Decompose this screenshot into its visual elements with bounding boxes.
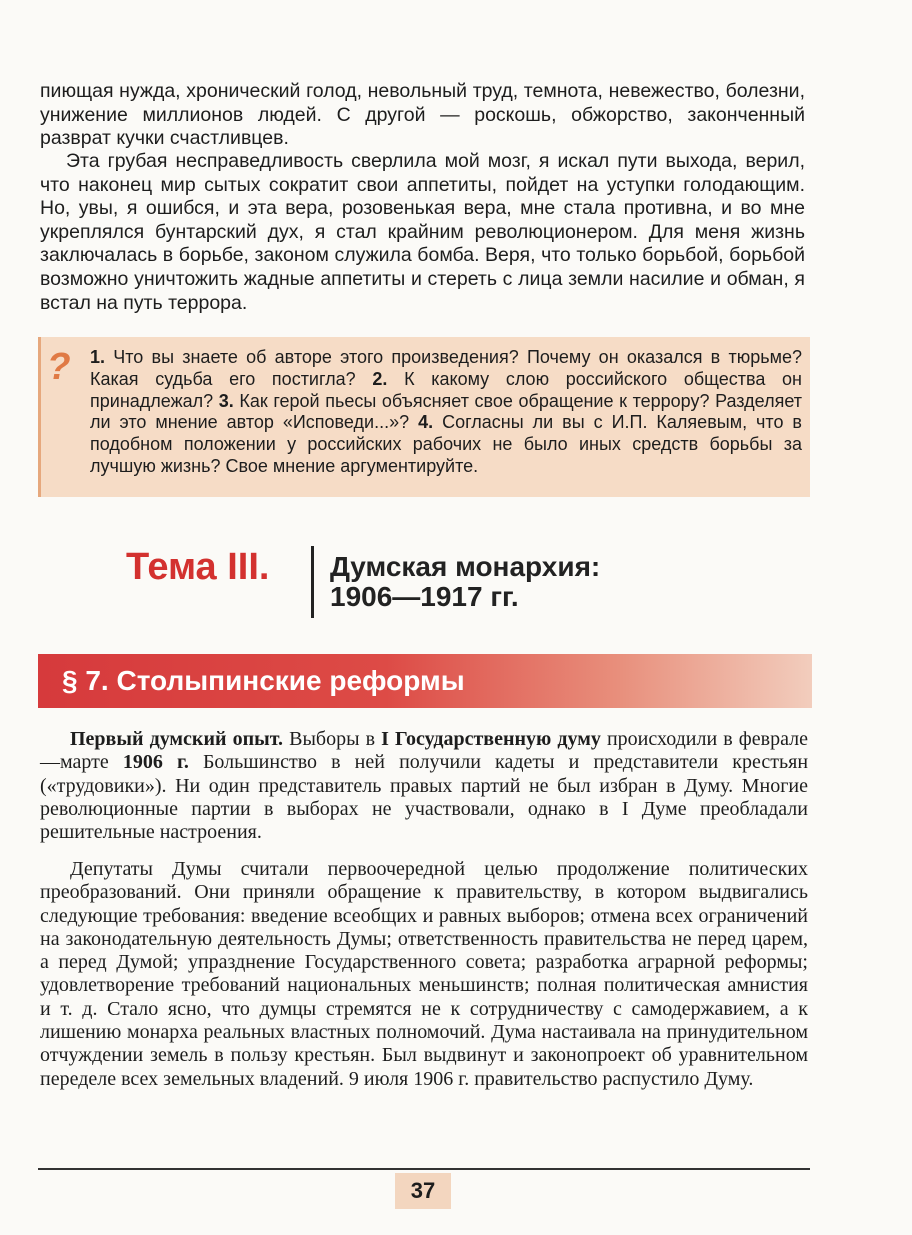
body-paragraph-2: Депутаты Думы считали первоочередной целью продолжение политических преобразований. Они приняли обращение к правительству, в котором выдвигались следующие требования: введение всеобщих и равных выборов; отмена всех ограничений на законодательную деятельность Думы; ответственность правительства не перед царем, а перед Думой; упразднение Государственного совета; разработка аграрной реформы; удовлетворение требований национальных меньшинств; полная политическая амнистия и т. д. Стало ясно, что думцы стремятся не к сотрудничеству с самодержавием, а к лишению монарха реальных властных полномочий. Дума настаивала на принудительном отчуждении земель в пользу крестьян. Был выдвинут и законопроект об уравнительном переделе всех земельных владений. 9 июля 1906 г. правительство распустило Думу. <box>40 858 808 1090</box>
section-title: § 7. Столыпинские реформы <box>62 665 465 696</box>
question-4-text: Согласны ли вы с И.П. Каляевым, что в подобном положении у российских рабочих не было иных средств борьбы за лучшую жизнь? Свое мнение аргументируйте. <box>90 412 802 476</box>
intro-paragraph-1: пиющая нужда, хронический голод, невольный труд, темнота, невежество, болезни, унижение миллионов людей. С другой — роскошь, обжорство, законченный разврат кучки счастливцев. <box>40 80 805 150</box>
section-header-bar <box>38 654 812 708</box>
theme-label: Тема III. <box>126 546 270 588</box>
paragraph-heading: Первый думский опыт. <box>70 728 284 750</box>
question-2-text: К какому слою российского общества он принадлежал? <box>90 368 802 411</box>
question-3-text: Как герой пьесы объясняет свое обращение к террору? Разделяет ли это мнение автор «Исповеди...»? <box>90 390 802 433</box>
body-paragraph-1 <box>40 728 808 844</box>
body-text-run: происходили в феврале—марте <box>40 728 808 774</box>
body-text-run: Выборы в <box>283 728 382 750</box>
question-4-number: 4. <box>418 412 434 433</box>
theme-title-line-1: Думская монархия: <box>330 551 601 582</box>
page-number: 37 <box>395 1173 451 1209</box>
questions-box <box>38 337 810 497</box>
questions-text <box>90 347 802 478</box>
body-text-run: Большинство в ней получили кадеты и представители крестьян («трудовики»). Ни один представитель правых партий не был избран в Думу. Многие революционные партии в выборах не участвовали, однако в I Думе преобладали решительные настроения. <box>40 751 809 844</box>
question-2-number: 2. <box>372 368 388 389</box>
question-1-text: Что вы знаете об авторе этого произведения? Почему он оказался в тюрьме? Какая судьба его постигла? <box>90 347 802 389</box>
body-bold-term: I Государственную думу <box>381 728 601 750</box>
intro-paragraph-2: Эта грубая несправедливость сверлила мой мозг, я искал пути выхода, верил, что наконец мир сытых сократит свои аппетиты, пойдет на уступки голодающим. Но, увы, я ошибся, и эта вера, розовенькая вера, мне стала противна, и во мне укреплялся бунтарский дух, я стал крайним революционером. Для меня жизнь заключалась в борьбе, законом служила бомба. Веря, что только борьбой, борьбой возможно уничтожить жадные аппетиты и стереть с лица земли насилие и обман, я встал на путь террора. <box>40 150 805 314</box>
theme-title <box>330 552 600 612</box>
question-mark-icon: ? <box>43 346 75 388</box>
theme-divider <box>311 546 314 618</box>
body-bold-date: 1906 г. <box>122 751 189 774</box>
theme-title-line-2: 1906—1917 гг. <box>330 581 519 612</box>
question-3-number: 3. <box>218 390 234 411</box>
footer-rule <box>38 1168 810 1170</box>
question-1-number: 1. <box>90 347 106 367</box>
